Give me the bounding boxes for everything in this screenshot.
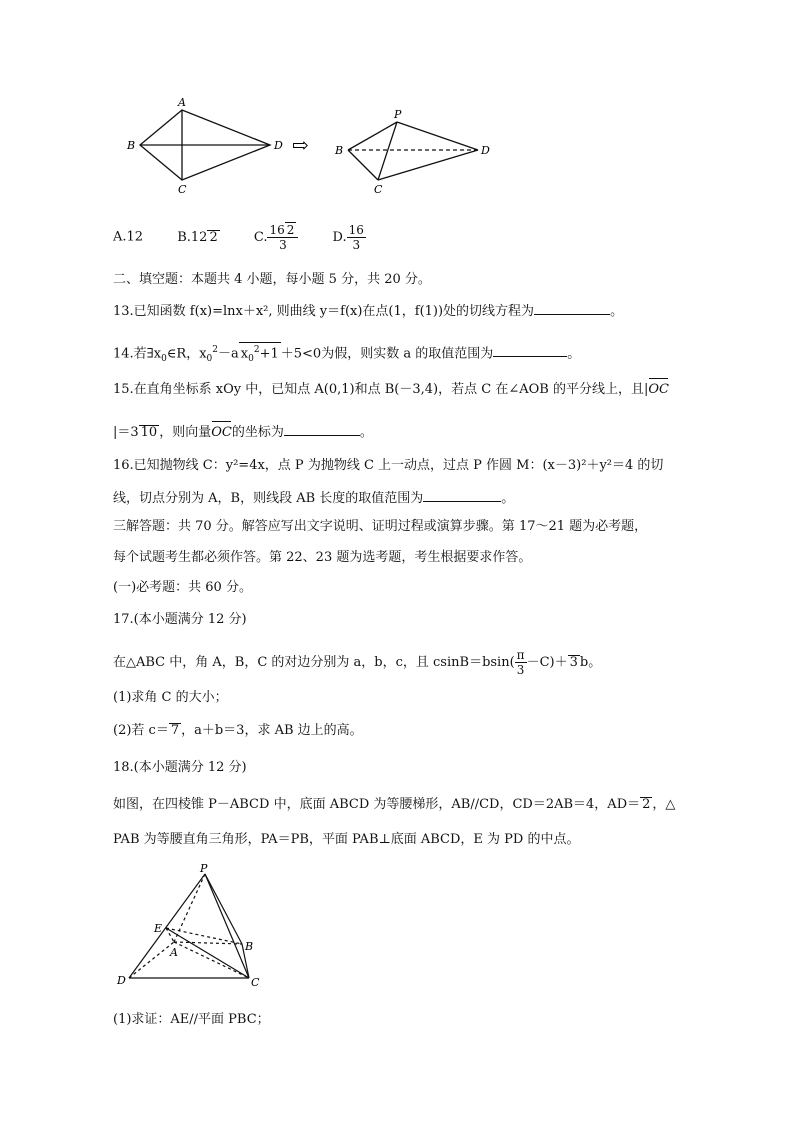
question-14: 14.若$\exists x_0\in R$，$x_0^2-a$ $x_0^2+1 +5<0$为假，则实数 a 的取值范围为 。 bbox=[113, 340, 580, 369]
section2-title: 二、填空题：本题共 4 小题，每小题 5 分，共 20 分。 bbox=[113, 272, 431, 287]
label-a: A bbox=[170, 946, 178, 959]
question-15-line1: 15.在直角坐标系 xOy 中，已知点 A(0,1)和点 B(－3,4)，若点 C 在∠AOB 的平分线上，且|OC bbox=[113, 380, 669, 400]
label-b2: B bbox=[335, 144, 344, 157]
question-16-line1: 16.已知抛物线 C：y²=4x，点 P 为抛物线 C 上一动点，过点 P 作圆 M：(x－3)²＋y²＝4 的切 bbox=[113, 458, 664, 473]
fold-arrow: ⇨ bbox=[292, 133, 309, 157]
q18-part1: (1)求证：AE//平面 PBC； bbox=[113, 1012, 270, 1027]
label-c2: C bbox=[374, 183, 383, 196]
label-b: B bbox=[127, 139, 136, 152]
q17-part1: (1)求角 C 的大小； bbox=[113, 690, 228, 705]
label-a: A bbox=[178, 96, 186, 109]
label-c: C bbox=[251, 976, 260, 989]
q18-title: 18.(本小题满分 12 分) bbox=[113, 760, 247, 775]
question-16-line2: 线，切点分别为 A，B，则线段 AB 长度的取值范围为 。 bbox=[113, 487, 514, 509]
label-e: E bbox=[154, 922, 163, 935]
label-d: D bbox=[274, 139, 283, 152]
label-d: D bbox=[117, 974, 126, 987]
q18-line1: 如图，在四棱锥 P－ABCD 中，底面 ABCD 为等腰梯形，AB//CD，CD＝2AB＝4，AD＝ 2 ，△ bbox=[113, 797, 676, 812]
answer-blank[interactable] bbox=[423, 487, 501, 502]
option-d: D. $\frac{16}{3}$ bbox=[332, 222, 364, 252]
label-c: C bbox=[178, 183, 187, 196]
section3-line1: 三解答题：共 70 分。解答应写出文字说明、证明过程或演算步骤。第 17～21 题为必考题， bbox=[113, 519, 648, 534]
option-a: A.12 bbox=[113, 229, 144, 245]
q17-part2: (2)若 c＝ 7 ，a＋b＝3，求 AB 边上的高。 bbox=[113, 723, 363, 738]
rhombus-left bbox=[140, 110, 270, 180]
answer-blank[interactable] bbox=[534, 300, 610, 315]
q17-stem: 在△ABC 中，角 A，B，C 的对边分别为 a，b，c，且 csinB＝bsin( $\frac{\pi}{3}$ －C)＋ 3 b。 bbox=[113, 648, 602, 677]
fold-figure bbox=[120, 95, 500, 200]
tetrahedron-right bbox=[348, 122, 478, 180]
q18-line2: PAB 为等腰直角三角形，PA＝PB，平面 PAB⊥底面 ABCD，E 为 PD 的中点。 bbox=[113, 832, 580, 847]
option-b: B.12 2 bbox=[177, 229, 218, 245]
answer-blank[interactable] bbox=[493, 342, 567, 357]
label-d2: D bbox=[481, 144, 490, 157]
question-13: 13.已知函数 f(x)=lnx＋x², 则曲线 y＝f(x)在点(1，f(1))处的切线方程为 。 bbox=[113, 300, 623, 322]
label-p: P bbox=[200, 862, 208, 875]
pyramid-figure bbox=[112, 862, 272, 992]
label-b: B bbox=[245, 940, 254, 953]
label-p: P bbox=[394, 108, 402, 121]
q12-options bbox=[113, 222, 366, 252]
q17-title: 17.(本小题满分 12 分) bbox=[113, 612, 247, 627]
answer-blank[interactable] bbox=[284, 421, 360, 436]
section3-line2: 每个试题考生都必须作答。第 22、23 题为选考题，考生根据要求作答。 bbox=[113, 550, 532, 565]
section3-sub: (一)必考题：共 60 分。 bbox=[113, 580, 252, 595]
question-15-line2: |＝3 10 ，则向量OC的坐标为 。 bbox=[113, 421, 373, 443]
option-c: C. $\frac{16 2}{3}$ bbox=[254, 230, 299, 245]
